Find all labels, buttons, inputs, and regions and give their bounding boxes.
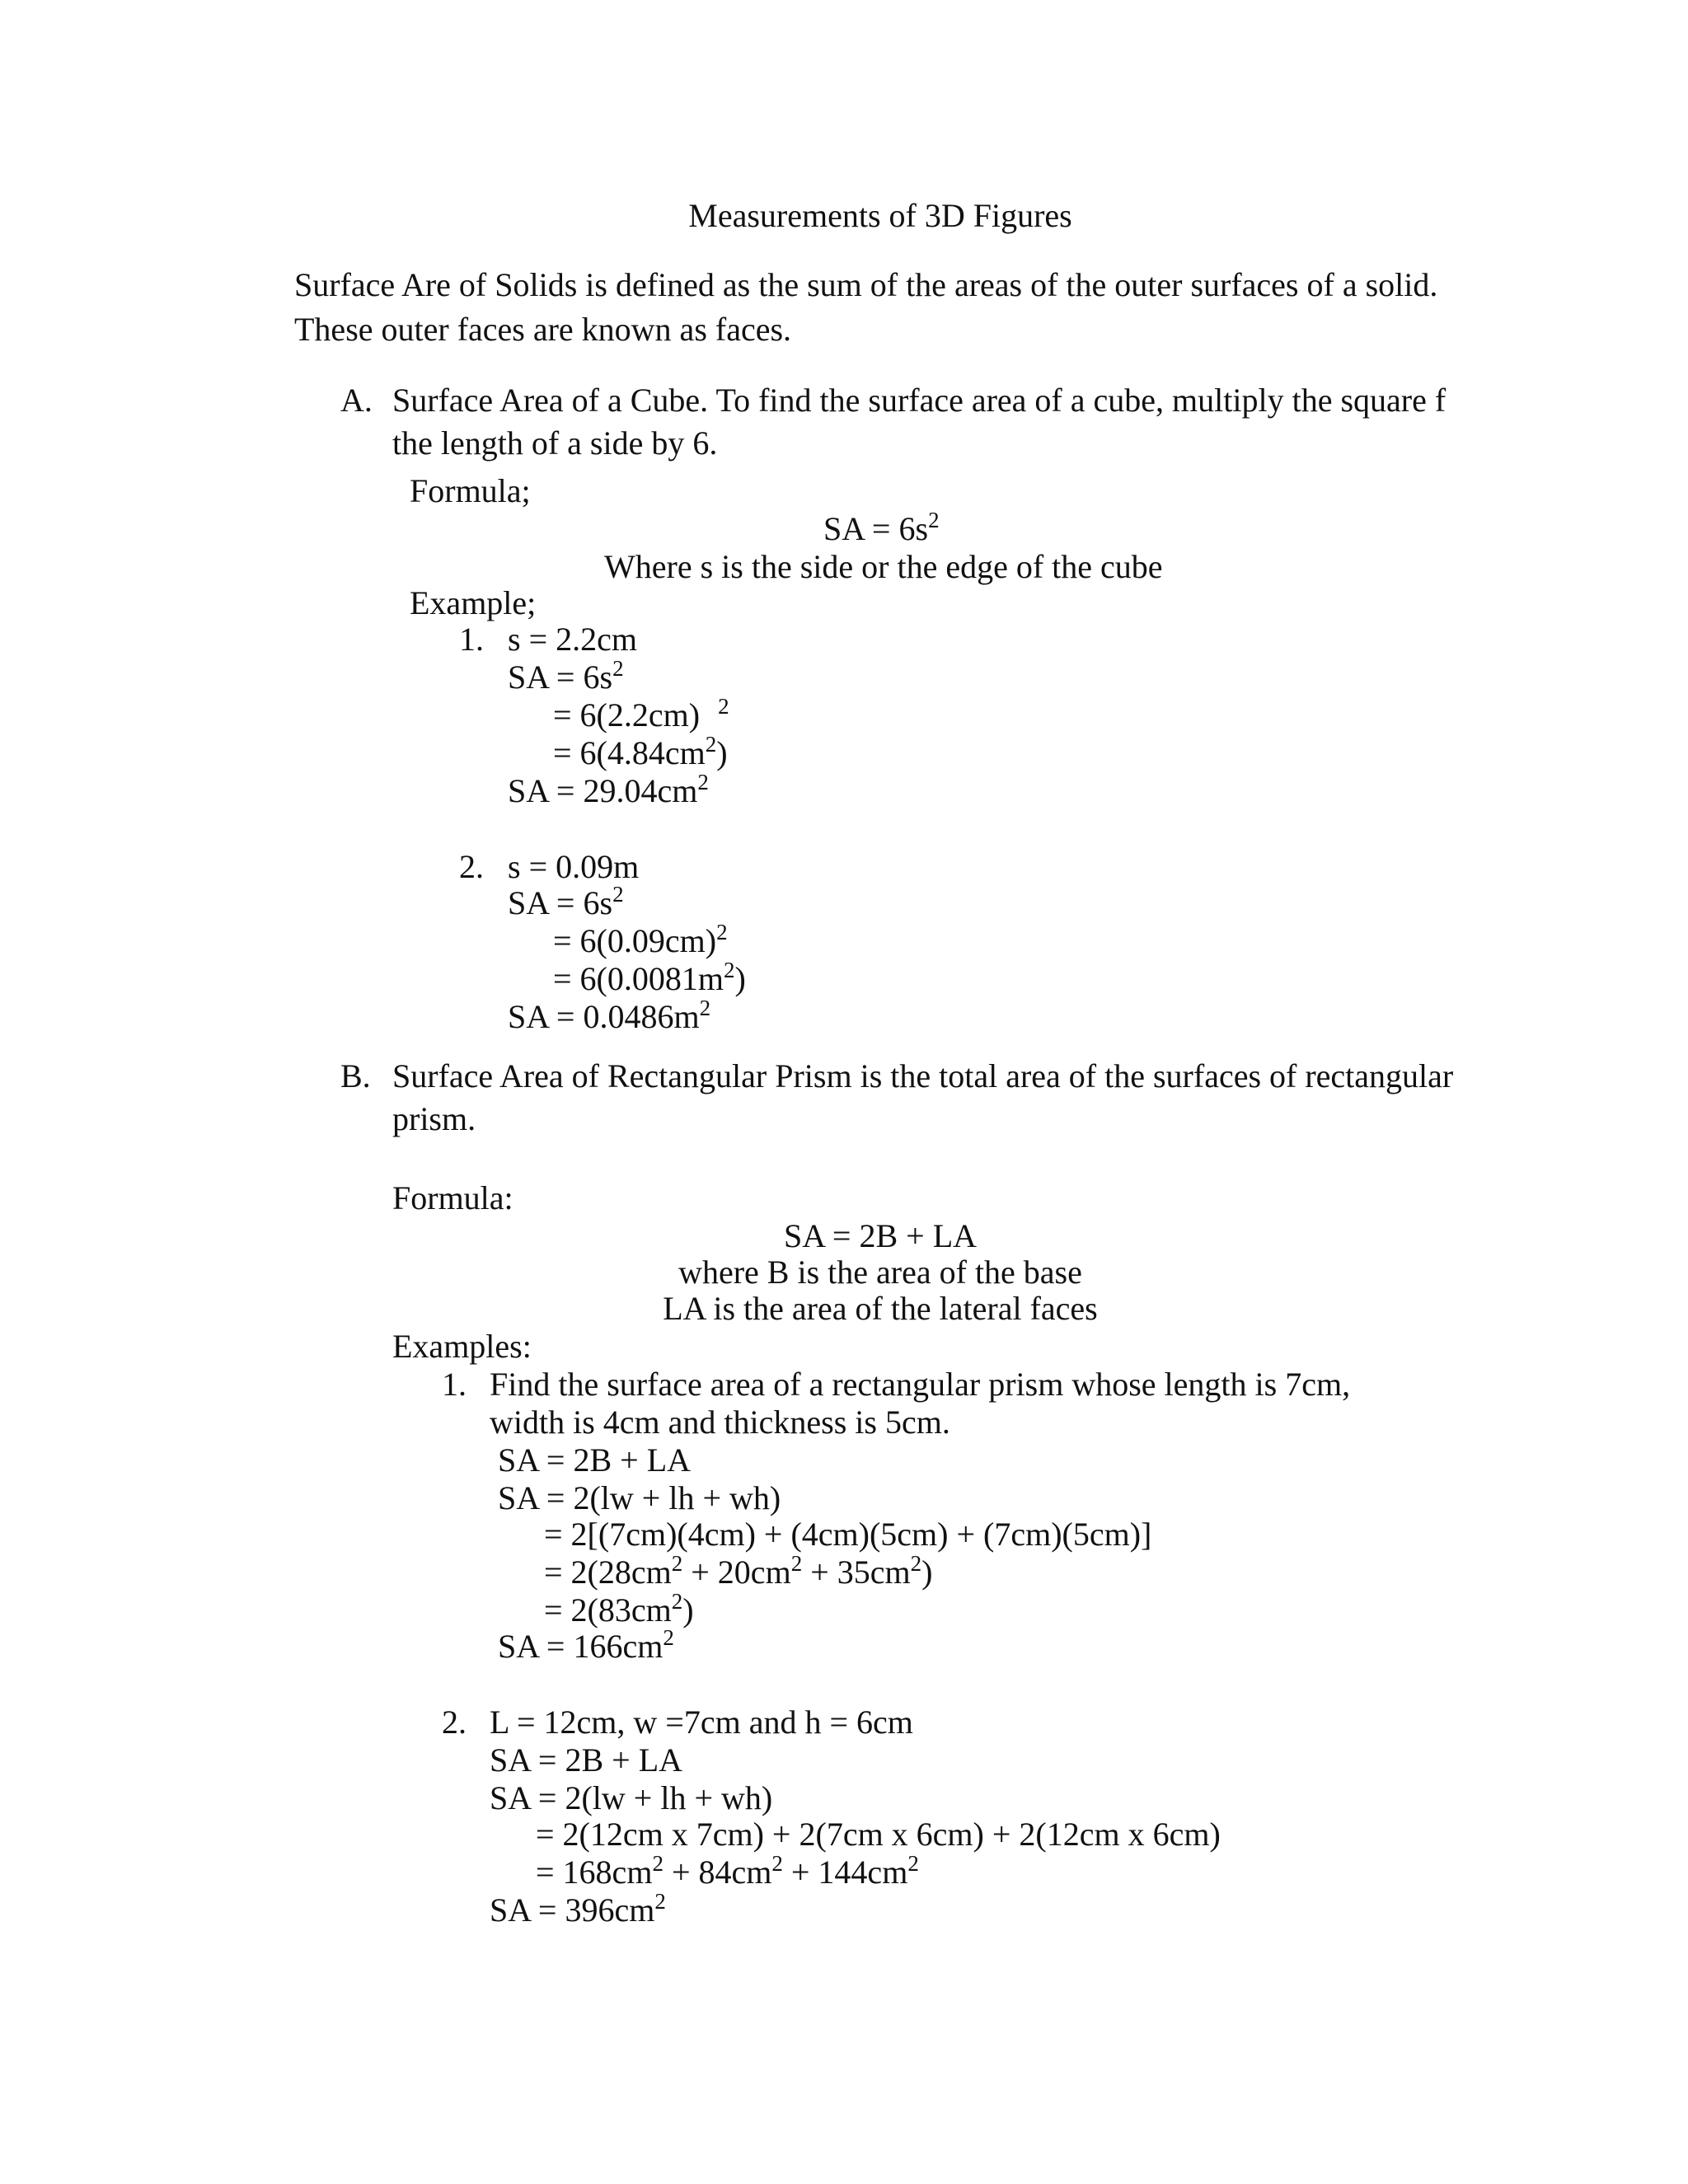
exponent: 2 bbox=[671, 1551, 683, 1576]
step-text: = 2(83cm bbox=[544, 1591, 672, 1629]
result-text: SA = 0.0486m bbox=[508, 998, 700, 1035]
step-text-end: ) bbox=[716, 734, 728, 771]
prism-example-1-question-2: width is 4cm and thickness is 5cm. bbox=[490, 1404, 950, 1441]
step-text: SA = 6s bbox=[508, 658, 613, 696]
prism-example-1-step-4 bbox=[544, 1551, 933, 1591]
section-a-where: Where s is the side or the edge of the cube bbox=[604, 548, 1163, 585]
result-text: SA = 166cm bbox=[498, 1628, 663, 1665]
cube-example-1-result bbox=[508, 770, 709, 809]
exponent: 2 bbox=[654, 1889, 666, 1914]
section-a-line-1: Surface Area of a Cube. To find the surface area of a cube, multiply the square f bbox=[392, 382, 1447, 419]
prism-example-2-step-3: = 2(12cm x 7cm) + 2(7cm x 6cm) + 2(12cm x 6cm) bbox=[536, 1816, 1221, 1853]
cube-example-2-given: s = 0.09m bbox=[508, 848, 640, 885]
prism-example-1-step-3: = 2[(7cm)(4cm) + (4cm)(5cm) + (7cm)(5cm)] bbox=[544, 1516, 1152, 1553]
section-b-marker: B. bbox=[340, 1057, 371, 1094]
prism-example-1-result bbox=[498, 1625, 674, 1665]
cube-example-2-step-3 bbox=[553, 958, 746, 997]
exponent: 2 bbox=[928, 508, 940, 532]
exponent: 2 bbox=[663, 1625, 674, 1650]
section-a-formula-label: Formula; bbox=[410, 472, 531, 509]
cube-example-2-result bbox=[508, 996, 711, 1035]
prism-example-2-given: L = 12cm, w =7cm and h = 6cm bbox=[490, 1704, 913, 1741]
formula-base: SA = 6s bbox=[823, 510, 929, 547]
page-title: Measurements of 3D Figures bbox=[688, 197, 1072, 234]
section-b-formula-label: Formula: bbox=[392, 1179, 513, 1216]
exponent: 2 bbox=[910, 1551, 922, 1576]
cube-example-2-number: 2. bbox=[459, 848, 484, 885]
step-text-end: ) bbox=[734, 960, 746, 997]
exponent: 2 bbox=[724, 958, 735, 982]
section-b-where-2: LA is the area of the lateral faces bbox=[663, 1290, 1098, 1327]
prism-example-2-number: 2. bbox=[442, 1704, 467, 1741]
step-text: + 20cm bbox=[682, 1554, 791, 1591]
intro-line-2: These outer faces are known as faces. bbox=[294, 311, 792, 348]
exponent: 2 bbox=[612, 882, 624, 907]
exponent: 2 bbox=[699, 996, 711, 1020]
prism-example-2-step-4 bbox=[536, 1851, 919, 1891]
exponent: 2 bbox=[716, 920, 728, 944]
prism-example-1-step-1: SA = 2B + LA bbox=[498, 1441, 692, 1479]
intro-line-1: Surface Are of Solids is defined as the sum of the areas of the outer surfaces of a solid. bbox=[294, 266, 1438, 303]
cube-example-1-step-1 bbox=[508, 656, 624, 696]
step-text: = 6(0.09cm) bbox=[553, 922, 717, 959]
step-text: SA = 6s bbox=[508, 884, 613, 921]
exponent: 2 bbox=[612, 656, 624, 681]
step-text: + 35cm bbox=[802, 1554, 911, 1591]
exponent: 2 bbox=[652, 1851, 663, 1876]
step-text: = 2(28cm bbox=[544, 1554, 672, 1591]
section-a-example-label: Example; bbox=[410, 584, 537, 621]
cube-example-2-step-1 bbox=[508, 882, 624, 921]
section-b-formula: SA = 2B + LA bbox=[783, 1217, 978, 1254]
result-text: SA = 29.04cm bbox=[508, 772, 698, 809]
step-text: + 144cm bbox=[782, 1854, 908, 1891]
section-a-marker: A. bbox=[340, 382, 373, 419]
section-a-line-2: the length of a side by 6. bbox=[392, 424, 718, 462]
prism-example-1-step-2: SA = 2(lw + lh + wh) bbox=[498, 1479, 781, 1516]
exponent: 2 bbox=[907, 1851, 919, 1876]
step-text-end: ) bbox=[921, 1554, 933, 1591]
exponent: 2 bbox=[671, 1589, 683, 1614]
exponent: 2 bbox=[718, 694, 729, 719]
step-text: = 168cm bbox=[536, 1854, 653, 1891]
result-text: SA = 396cm bbox=[490, 1891, 655, 1929]
exponent: 2 bbox=[771, 1851, 783, 1876]
step-text-end: ) bbox=[682, 1591, 694, 1629]
step-text: = 6(4.84cm bbox=[553, 734, 706, 771]
cube-example-2-step-2 bbox=[553, 920, 728, 959]
step-text: = 6(2.2cm) bbox=[553, 696, 701, 733]
section-b-examples-label: Examples: bbox=[392, 1328, 532, 1365]
cube-example-1-number: 1. bbox=[459, 621, 484, 658]
section-b-line-2: prism. bbox=[392, 1100, 476, 1137]
section-b-line-1: Surface Area of Rectangular Prism is the total area of the surfaces of rectangular bbox=[392, 1057, 1454, 1094]
prism-example-2-step-1: SA = 2B + LA bbox=[490, 1741, 683, 1779]
prism-example-1-number: 1. bbox=[442, 1366, 467, 1403]
exponent: 2 bbox=[697, 770, 709, 794]
exponent: 2 bbox=[705, 732, 717, 757]
cube-example-1-step-2 bbox=[553, 694, 729, 733]
section-a-formula bbox=[823, 508, 940, 547]
cube-example-1-given: s = 2.2cm bbox=[508, 621, 637, 658]
step-text: + 84cm bbox=[663, 1854, 772, 1891]
prism-example-1-question-1: Find the surface area of a rectangular prism whose length is 7cm, bbox=[490, 1366, 1351, 1403]
prism-example-2-step-2: SA = 2(lw + lh + wh) bbox=[490, 1779, 773, 1816]
exponent: 2 bbox=[790, 1551, 803, 1576]
prism-example-1-step-5 bbox=[544, 1589, 694, 1629]
cube-example-1-step-3 bbox=[553, 732, 728, 771]
step-text: = 6(0.0081m bbox=[553, 960, 724, 997]
prism-example-2-result bbox=[490, 1889, 666, 1929]
section-b-where-1: where B is the area of the base bbox=[678, 1254, 1082, 1291]
